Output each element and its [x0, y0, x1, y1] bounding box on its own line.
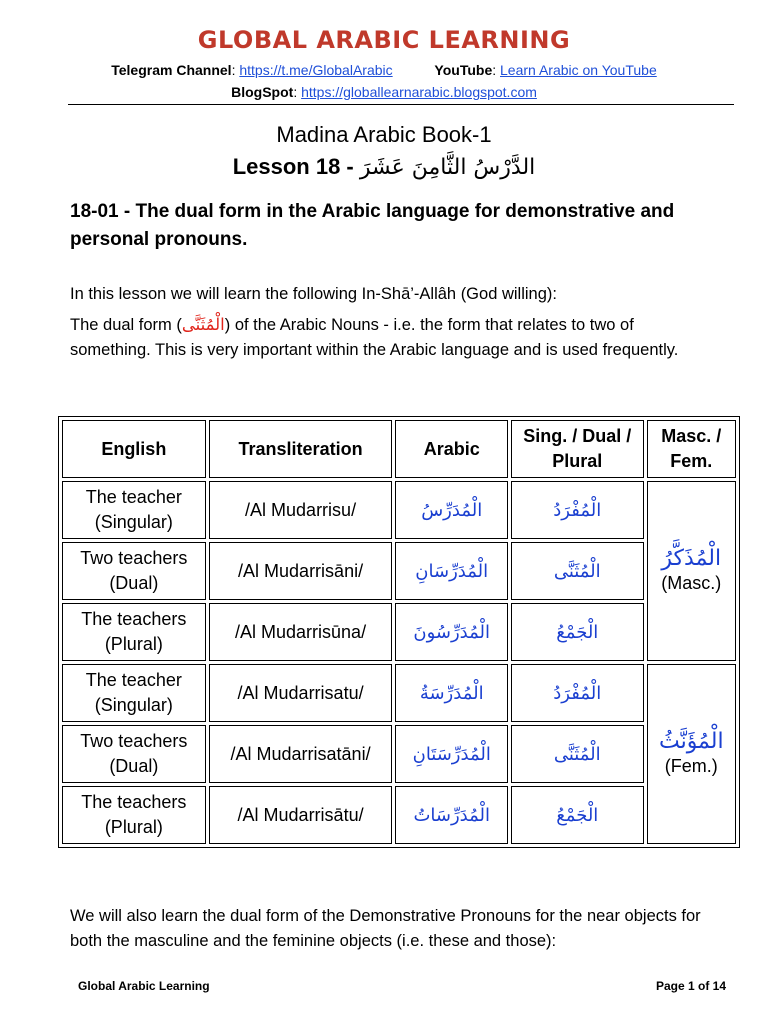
lesson-label: Lesson 18 -	[232, 154, 360, 179]
transliteration-cell: /Al Mudarrisu/	[209, 481, 393, 539]
number-cell: الْمُفْرَدُ	[511, 664, 644, 722]
book-title: Madina Arabic Book-1	[276, 122, 492, 147]
header-divider	[68, 104, 734, 105]
telegram-label: Telegram Channel	[111, 62, 232, 78]
table-row	[62, 542, 736, 600]
youtube-link[interactable]: Learn Arabic on YouTube	[500, 62, 657, 78]
gender-label: (Masc.)	[661, 573, 722, 593]
column-header: Masc. / Fem.	[647, 420, 736, 478]
telegram-link[interactable]: https://t.me/GlobalArabic	[239, 62, 393, 78]
table-row	[62, 725, 736, 783]
arabic-cell: الْمُدَرِّسَاتُ	[395, 786, 508, 844]
youtube-label: YouTube	[434, 62, 493, 78]
english-cell: Two teachers (Dual)	[62, 725, 206, 783]
arabic-cell: الْمُدَرِّسَتَانِ	[395, 725, 508, 783]
column-header: English	[62, 420, 206, 478]
transliteration-cell: /Al Mudarrisātu/	[209, 786, 393, 844]
lesson-arabic: الدَّرْسُ الثَّامِنَ عَشَرَ	[359, 155, 536, 180]
intro-paragraph: The dual form (الْمُثَنَّى) of the Arabic Nouns - i.e. the form that relates to two of something. This is very important within the Arabic language and is used frequently.	[70, 315, 679, 359]
english-cell: The teachers (Plural)	[62, 603, 206, 661]
english-cell: The teacher (Singular)	[62, 481, 206, 539]
column-header: Sing. / Dual / Plural	[511, 420, 644, 478]
blogspot-link[interactable]: https://globallearnarabic.blogspot.com	[301, 84, 537, 100]
arabic-cell: الْمُدَرِّسُونَ	[395, 603, 508, 661]
arabic-cell: الْمُدَرِّسَانِ	[395, 542, 508, 600]
transliteration-cell: /Al Mudarrisatu/	[209, 664, 393, 722]
english-cell: The teachers (Plural)	[62, 786, 206, 844]
english-cell: The teacher (Singular)	[62, 664, 206, 722]
number-cell: الْجَمْعُ	[511, 603, 644, 661]
site-title: GLOBAL ARABIC LEARNING	[197, 26, 571, 54]
closing-paragraph: We will also learn the dual form of the Demonstrative Pronouns for the near objects for both the masculine and the feminine objects (i.e. these and those):	[70, 907, 701, 950]
number-cell: الْمُثَنَّى	[511, 725, 644, 783]
table-header-row	[62, 420, 736, 478]
gender-cell-feminine	[647, 664, 736, 844]
number-cell: الْمُفْرَدُ	[511, 481, 644, 539]
blogspot-label: BlogSpot	[231, 84, 294, 100]
transliteration-cell: /Al Mudarrisatāni/	[209, 725, 393, 783]
gender-arabic: الْمُؤَنَّثُ	[658, 729, 724, 754]
table-row	[62, 786, 736, 844]
transliteration-cell: /Al Mudarrisāni/	[209, 542, 393, 600]
lesson-title	[0, 154, 768, 180]
footer-brand: Global Arabic Learning	[78, 979, 210, 993]
number-cell: الْمُثَنَّى	[511, 542, 644, 600]
header-links-line-1: Telegram Channel: https://t.me/GlobalArabic YouTube: Learn Arabic on YouTube	[111, 62, 657, 78]
header-links-line-2: BlogSpot: https://globallearnarabic.blogspot.com	[231, 84, 537, 100]
number-cell: الْجَمْعُ	[511, 786, 644, 844]
dual-arabic-term: الْمُثَنَّى	[181, 315, 225, 334]
page-number: Page 1 of 14	[655, 979, 726, 993]
table-row	[62, 664, 736, 722]
dual-form-table	[58, 416, 740, 848]
intro-line: In this lesson we will learn the following In-Shā’-Allâh (God willing):	[70, 285, 557, 303]
table-row	[62, 481, 736, 539]
gender-label: (Fem.)	[664, 756, 718, 776]
column-header: Arabic	[395, 420, 508, 478]
section-heading: 18-01 - The dual form in the Arabic language for demonstrative and personal pronouns.	[70, 201, 675, 250]
arabic-cell: الْمُدَرِّسُ	[395, 481, 508, 539]
transliteration-cell: /Al Mudarrisūna/	[209, 603, 393, 661]
table-row	[62, 603, 736, 661]
gender-cell-masculine	[647, 481, 736, 661]
column-header: Transliteration	[209, 420, 393, 478]
gender-arabic: الْمُذَكَّرُ	[661, 546, 722, 571]
arabic-cell: الْمُدَرِّسَةُ	[395, 664, 508, 722]
english-cell: Two teachers (Dual)	[62, 542, 206, 600]
